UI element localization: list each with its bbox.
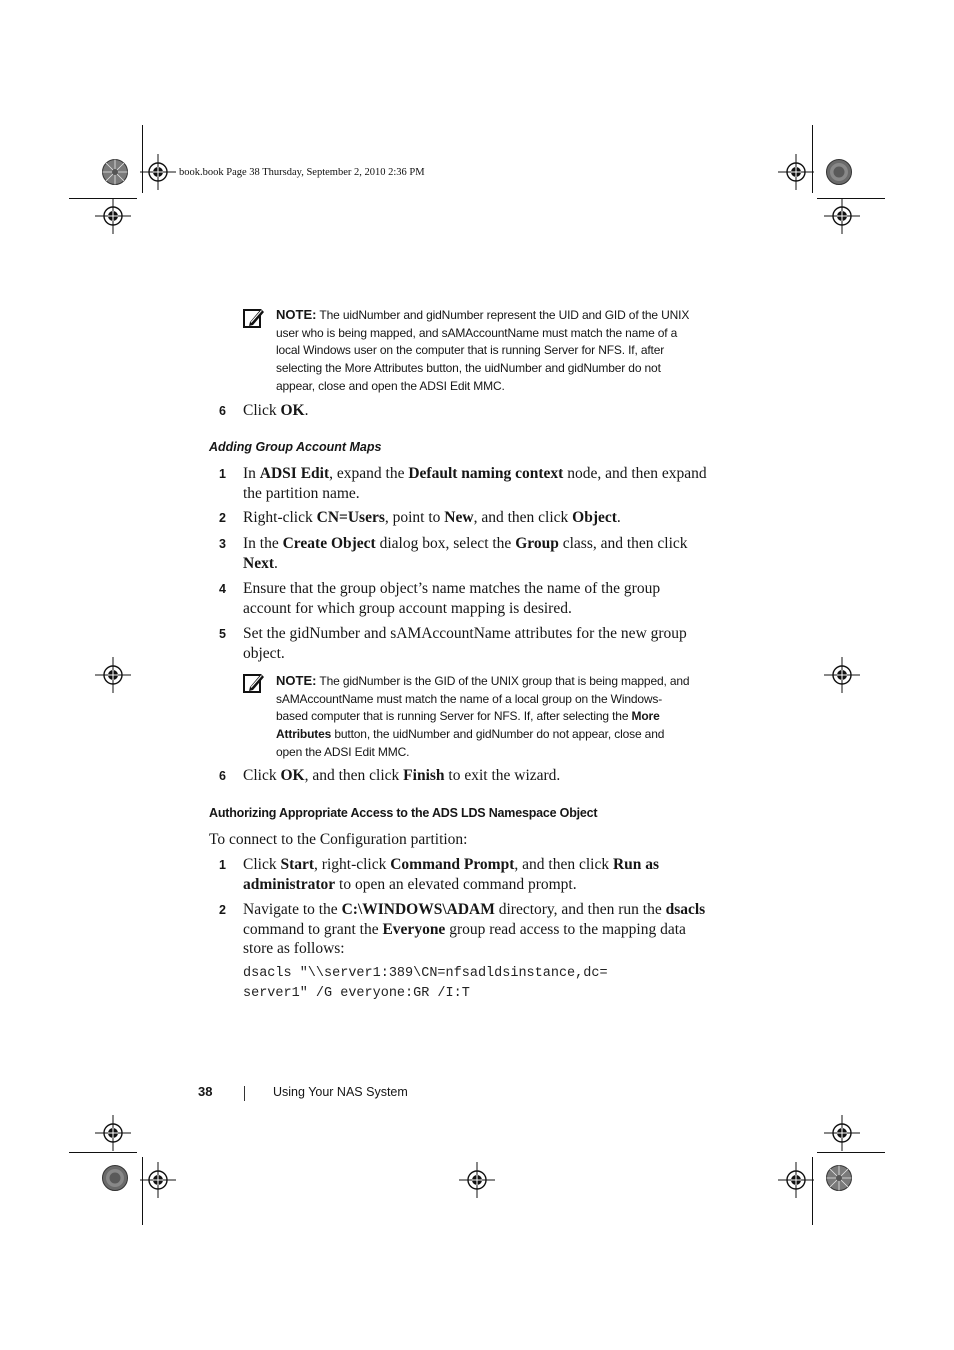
note-block (276, 306, 726, 396)
note-text: selecting the More Attributes button, the uidNumber and gidNumber do not (276, 361, 661, 376)
ui-term: OK (280, 767, 305, 784)
ui-term: More (631, 709, 660, 724)
registration-mark-icon (140, 1162, 176, 1198)
crop-line (817, 1152, 885, 1153)
ui-term: Object (572, 509, 617, 526)
step-number: 4 (219, 582, 226, 596)
ui-term: CN=Users (316, 509, 385, 526)
code-line: server1" /G everyone:GR /I:T (243, 986, 470, 1001)
ui-term: Next (243, 554, 274, 572)
note-text: local Windows user on the computer that is running Server for NFS. If, after (276, 343, 665, 358)
registration-mark-icon (824, 657, 860, 693)
ui-term: Attributes (276, 727, 332, 742)
color-disc-icon (826, 159, 852, 185)
registration-mark-icon (778, 1162, 814, 1198)
ui-term: Group (515, 535, 559, 552)
color-disc-icon (102, 1165, 128, 1191)
step-number: 2 (219, 511, 226, 525)
pencil-note-icon (243, 672, 265, 694)
step-number: 1 (219, 467, 226, 481)
step-number: 6 (219, 404, 226, 418)
note-text: based computer that is running Server for NFS. If, after selecting the (276, 709, 632, 724)
ui-term: Finish (403, 767, 445, 784)
step-number: 1 (219, 858, 226, 872)
ui-term: Create Object (282, 535, 376, 552)
note-text: The gidNumber is the GID of the UNIX group that is being mapped, and (319, 674, 690, 688)
ui-term: C:\WINDOWS\ADAM (341, 901, 495, 918)
color-disc-icon (102, 159, 128, 185)
note-text: sAMAccountName must match the name of a local group on the Windows- (276, 691, 663, 706)
ui-term: dsacls (665, 901, 706, 918)
step-number: 2 (219, 903, 226, 917)
note-text: open the ADSI Edit MMC. (276, 744, 410, 759)
print-slug: book.book Page 38 Thursday, September 2, 2010 2:36 PM (179, 167, 425, 178)
registration-mark-icon (95, 657, 131, 693)
page-number: 38 (198, 1084, 213, 1099)
registration-mark-icon (95, 1115, 131, 1151)
section-heading: Authorizing Appropriate Access to the ADS LDS Namespace Object (209, 806, 598, 820)
ui-term: ADSI Edit (259, 465, 330, 482)
ui-term: Default naming context (408, 465, 564, 482)
ui-term: Run as (612, 856, 660, 873)
registration-mark-icon (140, 154, 176, 190)
registration-mark-icon (778, 154, 814, 190)
ui-term: Everyone (382, 920, 446, 938)
running-footer: Using Your NAS System (273, 1085, 408, 1099)
ui-term: Command Prompt (390, 856, 515, 873)
section-heading: Adding Group Account Maps (209, 440, 382, 454)
note-text: user who is being mapped, and sAMAccountName must match the name of a (276, 325, 678, 340)
intro-paragraph: To connect to the Configuration partition: (209, 831, 468, 848)
ui-term: OK (280, 402, 305, 419)
note-label: NOTE: (276, 673, 317, 688)
registration-mark-icon (459, 1162, 495, 1198)
registration-mark-icon (824, 1115, 860, 1151)
ui-term: New (444, 509, 474, 526)
color-disc-icon (826, 1165, 852, 1191)
crop-line (69, 1152, 137, 1153)
code-block (243, 964, 608, 1004)
ui-term: Start (280, 856, 315, 873)
step-number: 3 (219, 537, 226, 551)
note-text: appear, close and open the ADSI Edit MMC. (276, 378, 505, 393)
note-text: The uidNumber and gidNumber represent the UID and GID of the UNIX (319, 308, 690, 322)
pencil-note-icon (243, 307, 265, 329)
note-block (276, 672, 726, 762)
note-label: NOTE: (276, 307, 317, 322)
registration-mark-icon (824, 198, 860, 234)
note-text: button, the uidNumber and gidNumber do not appear, close and (331, 727, 665, 742)
document-page: book.book Page 38 Thursday, September 2, 2010 2:36 PM NOTE: The uidNumber and gidNumber represent the UID and GID of the UNIX user who is being mapped, and sAMAccountName must match the name of a local Windows user on the computer that is running Server for NFS. If, after selecting the More Attributes button, the uidNumber and gidNumber do not appear, close and open the ADSI Edit MMC. 6 Click OK. Adding Group Account Maps 1 In ADSI Edit, expand the Default naming context node, and then expand the partition name. 2 Right-click CN=Users, point to New, and then click Object. 3 In the Create Object dialog box, select the Group class, and then click Next. 4 Ensure that the group object’s name matches the name of the group account for which group account mapping is desired. 5 Set the gidNumber and sAMAccountName attributes for the new group object. NOTE: The gidNumber is the GID of the UNIX group that is being mapped, and sAMAccountName must match the name of a local group on the Windows- based computer that is running Server for NFS. If, after selecting the More Attributes button, the uidNumber and gidNumber do not appear, close and open the ADSI Edit MMC. 6 Click OK, and then click Finish to exit the wizard. Authorizing Appropriate Access to the ADS LDS Namespace Object To connect to the Configuration partition: 1 Click Start, right-click Command Prompt, and then click Run as administrator to open an elevated command prompt. 2 Navigate to the C:\WINDOWS\ADAM directory, and then run the dsacls command to grant the Everyone group read access to the mapping data store as follows: dsacls "\\server1:389\CN=nfsadldsinstance,dc= server1" /G everyone:GR /I:T 38 Using Your NAS System (0, 0, 954, 1350)
registration-mark-icon (95, 198, 131, 234)
code-line: dsacls "\\server1:389\CN=nfsadldsinstance,dc= (243, 966, 608, 981)
step-number: 5 (219, 627, 226, 641)
step-number: 6 (219, 769, 226, 783)
ui-term: administrator (243, 875, 336, 893)
footer-divider (244, 1086, 245, 1101)
